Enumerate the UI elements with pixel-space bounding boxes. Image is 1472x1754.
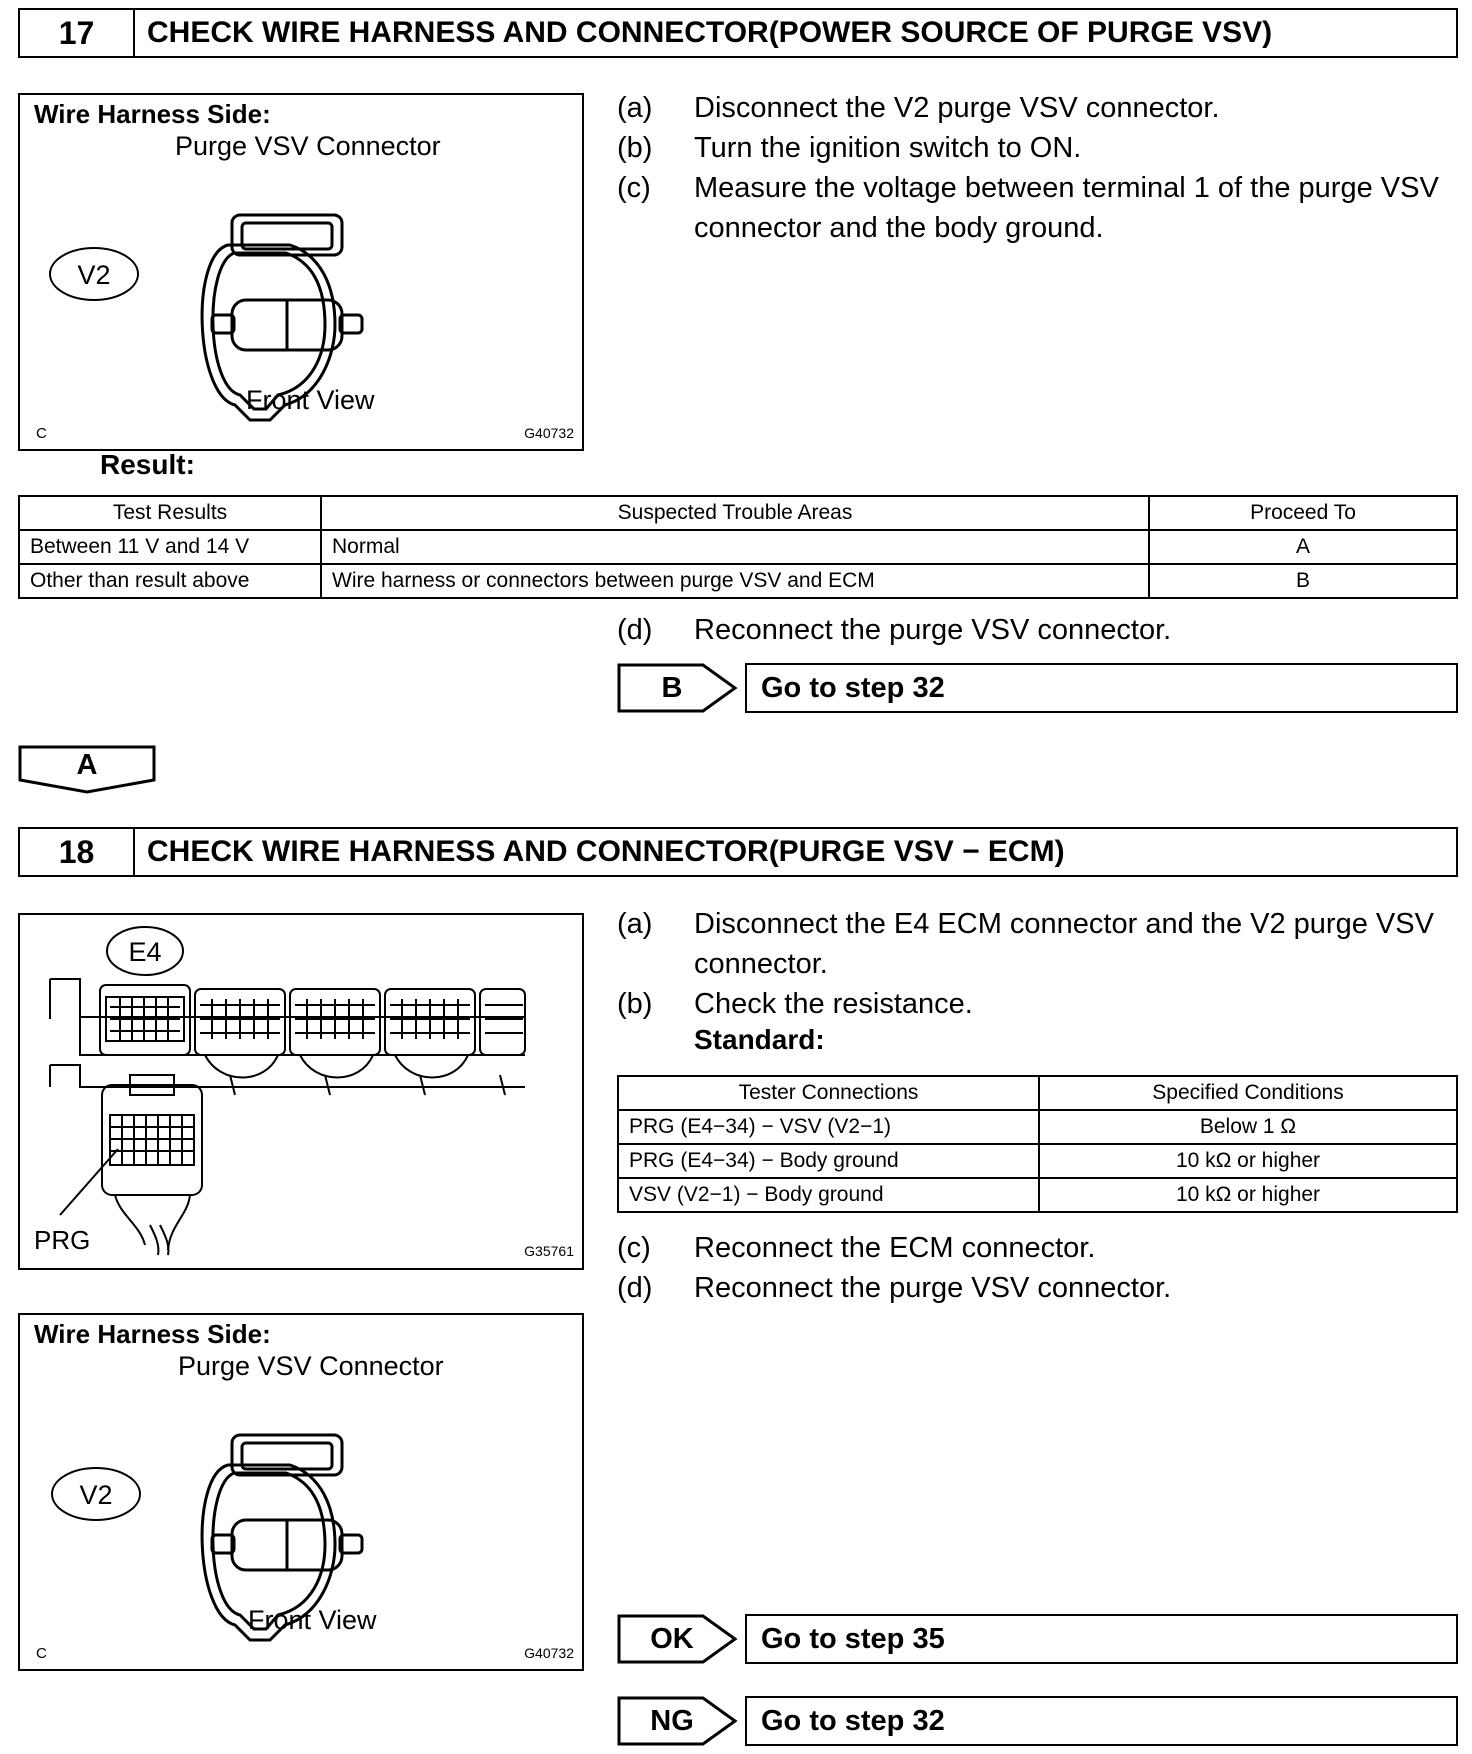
ecm-connector-figure	[18, 913, 584, 1270]
table-cell: Wire harness or connectors between purge VSV and ECM	[321, 564, 1149, 598]
step-number: 17	[20, 10, 135, 56]
table-cell: Normal	[321, 530, 1149, 564]
table-row	[618, 1144, 1457, 1178]
figure-heading: Wire Harness Side:	[34, 99, 271, 129]
figure-code: G35761	[524, 1243, 574, 1259]
table-header-row	[618, 1076, 1457, 1110]
ecm-drawing	[20, 915, 582, 1268]
instruction-list	[617, 904, 1462, 1024]
figure-code: G40732	[524, 425, 574, 441]
table-row	[19, 530, 1457, 564]
pin-label: PRG	[34, 1225, 91, 1255]
table-cell: B	[1149, 564, 1457, 598]
instruction-text: Disconnect the V2 purge VSV connector.	[694, 92, 1220, 124]
branch-label: B	[661, 671, 683, 704]
instruction-text: Turn the ignition switch to ON.	[694, 132, 1082, 164]
step-title: CHECK WIRE HARNESS AND CONNECTOR(POWER SOURCE OF PURGE VSV)	[147, 16, 1273, 49]
branch-label: A	[76, 748, 98, 781]
branch-label: NG	[650, 1704, 694, 1737]
table-cell: VSV (V2−1) − Body ground	[618, 1178, 1039, 1212]
table-cell: A	[1149, 530, 1457, 564]
prg-connector	[102, 1075, 202, 1255]
standard-label: Standard:	[694, 1024, 825, 1055]
figure-heading: Wire Harness Side:	[34, 1319, 271, 1349]
prg-leader-line	[60, 1149, 118, 1215]
branch-label: OK	[650, 1622, 694, 1655]
branch-b-arrow[interactable]	[617, 661, 739, 715]
ecm-tag: E4	[128, 937, 162, 967]
connector-tag: V2	[77, 260, 111, 290]
table-row	[19, 564, 1457, 598]
standard-table	[617, 1075, 1458, 1213]
instruction-label: (c)	[617, 172, 651, 204]
corner-mark: C	[36, 425, 47, 442]
table-cell: 10 kΩ or higher	[1039, 1144, 1457, 1178]
connector-tag: V2	[79, 1480, 113, 1510]
result-table	[18, 495, 1458, 599]
connector-name: Purge VSV Connector	[175, 131, 441, 161]
table-row	[618, 1178, 1457, 1212]
step-18-header	[18, 827, 1458, 877]
branch-ok-arrow[interactable]	[617, 1612, 739, 1666]
view-label: Front View	[248, 1605, 377, 1635]
column-header: Specified Conditions	[1039, 1076, 1457, 1110]
branch-ok-target[interactable]: Go to step 35	[745, 1614, 1458, 1664]
table-cell: PRG (E4−34) − VSV (V2−1)	[618, 1110, 1039, 1144]
instruction-item	[617, 610, 1462, 650]
instruction-text: Check the resistance.	[694, 988, 973, 1020]
instruction-label: (a)	[617, 92, 653, 124]
column-header: Suspected Trouble Areas	[321, 496, 1149, 530]
instruction-text: Measure the voltage between terminal 1 of the purge VSV connector and the body ground.	[694, 172, 1439, 244]
instruction-label: (c)	[617, 1232, 651, 1264]
result-label: Result:	[100, 449, 195, 480]
instruction-label: (a)	[617, 908, 653, 940]
ecm-connectors	[100, 985, 525, 1095]
column-header: Test Results	[19, 496, 321, 530]
branch-b-target[interactable]: Go to step 32	[745, 663, 1458, 713]
connector-name: Purge VSV Connector	[178, 1351, 444, 1381]
figure-code: G40732	[524, 1645, 574, 1661]
step-title: CHECK WIRE HARNESS AND CONNECTOR(PURGE VSV − ECM)	[147, 835, 1065, 868]
branch-ng-arrow[interactable]	[617, 1694, 739, 1748]
view-label: Front View	[246, 385, 375, 415]
instruction-label: (d)	[617, 1272, 653, 1304]
instruction-label: (d)	[617, 614, 653, 646]
table-cell: Below 1 Ω	[1039, 1110, 1457, 1144]
branch-ng-target[interactable]: Go to step 32	[745, 1696, 1458, 1746]
instruction-text: Reconnect the purge VSV connector.	[694, 614, 1172, 646]
column-header: Tester Connections	[618, 1076, 1039, 1110]
connector-figure	[18, 93, 584, 451]
instruction-text: Reconnect the ECM connector.	[694, 1232, 1096, 1264]
table-cell: Between 11 V and 14 V	[19, 530, 321, 564]
column-header: Proceed To	[1149, 496, 1457, 530]
instruction-label: (b)	[617, 988, 653, 1020]
instruction-list	[617, 88, 1462, 248]
table-cell: 10 kΩ or higher	[1039, 1178, 1457, 1212]
instruction-text: Reconnect the purge VSV connector.	[694, 1272, 1172, 1304]
step-number: 18	[20, 829, 135, 875]
instruction-list	[617, 1228, 1462, 1308]
branch-a-arrow[interactable]	[18, 745, 156, 795]
corner-mark: C	[36, 1645, 47, 1662]
table-row	[618, 1110, 1457, 1144]
instruction-text: Disconnect the E4 ECM connector and the V2 purge VSV connector.	[694, 908, 1434, 980]
step-17-header	[18, 8, 1458, 58]
table-header-row	[19, 496, 1457, 530]
instruction-label: (b)	[617, 132, 653, 164]
table-cell: Other than result above	[19, 564, 321, 598]
connector-figure	[18, 1313, 584, 1671]
table-cell: PRG (E4−34) − Body ground	[618, 1144, 1039, 1178]
